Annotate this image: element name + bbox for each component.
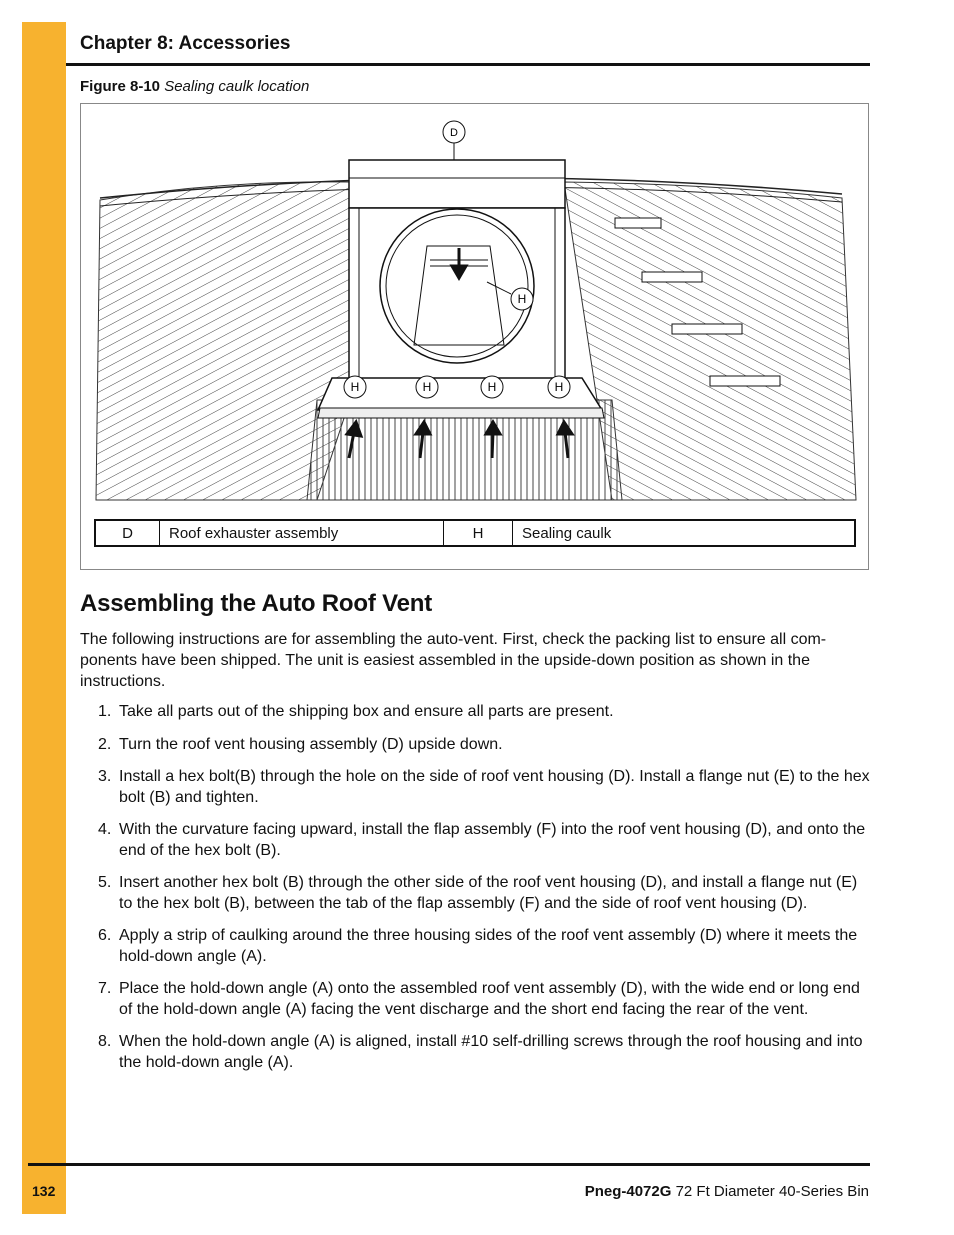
list-item [80, 820, 870, 861]
callout-d: D [450, 127, 458, 139]
chapter-tab-bar [22, 22, 66, 1214]
intro-paragraph: The following instructions are for assembling the auto-vent. First, check the packing list to ensure all com-ponents have been shipped. The unit is easiest assembled in the upside-down position as shown in the instructions. [80, 631, 827, 690]
figure-caption-text: Sealing caulk location [164, 78, 310, 95]
step-text: Turn the roof vent housing assembly (D) upside down. [119, 735, 503, 753]
step-number: 7. [98, 980, 112, 997]
step-text: Install a hex bolt(B) through the hole on the side of roof vent housing (D). Install a flange nut (E) to the hex bolt (B) and tighten. [119, 768, 870, 806]
legend-value: Sealing caulk [522, 524, 612, 542]
header-rule [66, 63, 870, 66]
step-number: 8. [98, 1033, 112, 1050]
step-number: 2. [98, 735, 112, 753]
step-number: 3. [98, 768, 112, 785]
step-number: 4. [98, 821, 112, 838]
list-item [80, 702, 870, 723]
step-number: 5. [98, 874, 112, 891]
list-item [80, 979, 870, 1020]
chapter-title: Chapter 8: Accessories [80, 33, 291, 54]
step-number: 6. [98, 927, 112, 944]
list-item [80, 767, 870, 808]
list-item [80, 873, 870, 914]
step-text: Insert another hex bolt (B) through the other side of the roof vent housing (D), and install a flange nut (E) to the hex bolt (B), between the tab of the flap assembly (F) and the side of roof vent housing (D). [119, 874, 858, 912]
footer-rule [28, 1163, 870, 1166]
callout-h: H [350, 380, 360, 394]
callout-h: H [554, 380, 564, 394]
doc-title: 72 Ft Diameter 40-Series Bin [675, 1183, 869, 1200]
section-heading: Assembling the Auto Roof Vent [80, 590, 432, 617]
step-text: Take all parts out of the shipping box and ensure all parts are present. [119, 703, 614, 720]
figure-label: Figure 8-10 [80, 78, 161, 95]
list-item [80, 735, 870, 756]
step-text: Place the hold-down angle (A) onto the assembled roof vent assembly (D), with the wide end or long end of the hold-down angle (A) facing the vent discharge and the short end facing the rear of the vent. [119, 980, 860, 1018]
instruction-list [80, 702, 870, 1085]
step-text: When the hold-down angle (A) is aligned, install #10 self-drilling screws through the roof housing and into the hold-down angle (A). [119, 1033, 863, 1071]
legend-value: Roof exhauster assembly [160, 521, 444, 545]
legend-key: D [96, 521, 160, 545]
step-text: Apply a strip of caulking around the three housing sides of the roof vent assembly (D) where it meets the hold-down angle (A). [119, 927, 858, 965]
list-item [80, 926, 870, 967]
doc-id: Pneg-4072G [584, 1183, 672, 1200]
callout-h: H [517, 292, 527, 306]
step-number: 1. [98, 703, 112, 720]
figure-legend-table [94, 519, 856, 547]
callout-h: H [487, 380, 497, 394]
list-item [80, 1032, 870, 1073]
page-number: 132 [32, 1183, 56, 1199]
roof-vent-illustration [92, 110, 862, 510]
legend-key: H [444, 521, 513, 545]
step-text: With the curvature facing upward, install the flap assembly (F) into the roof vent housing (D), and onto the end of the hex bolt (B). [119, 821, 866, 859]
callout-h: H [422, 380, 432, 394]
figure-caption [80, 78, 309, 95]
footer-doc-info [585, 1183, 869, 1200]
